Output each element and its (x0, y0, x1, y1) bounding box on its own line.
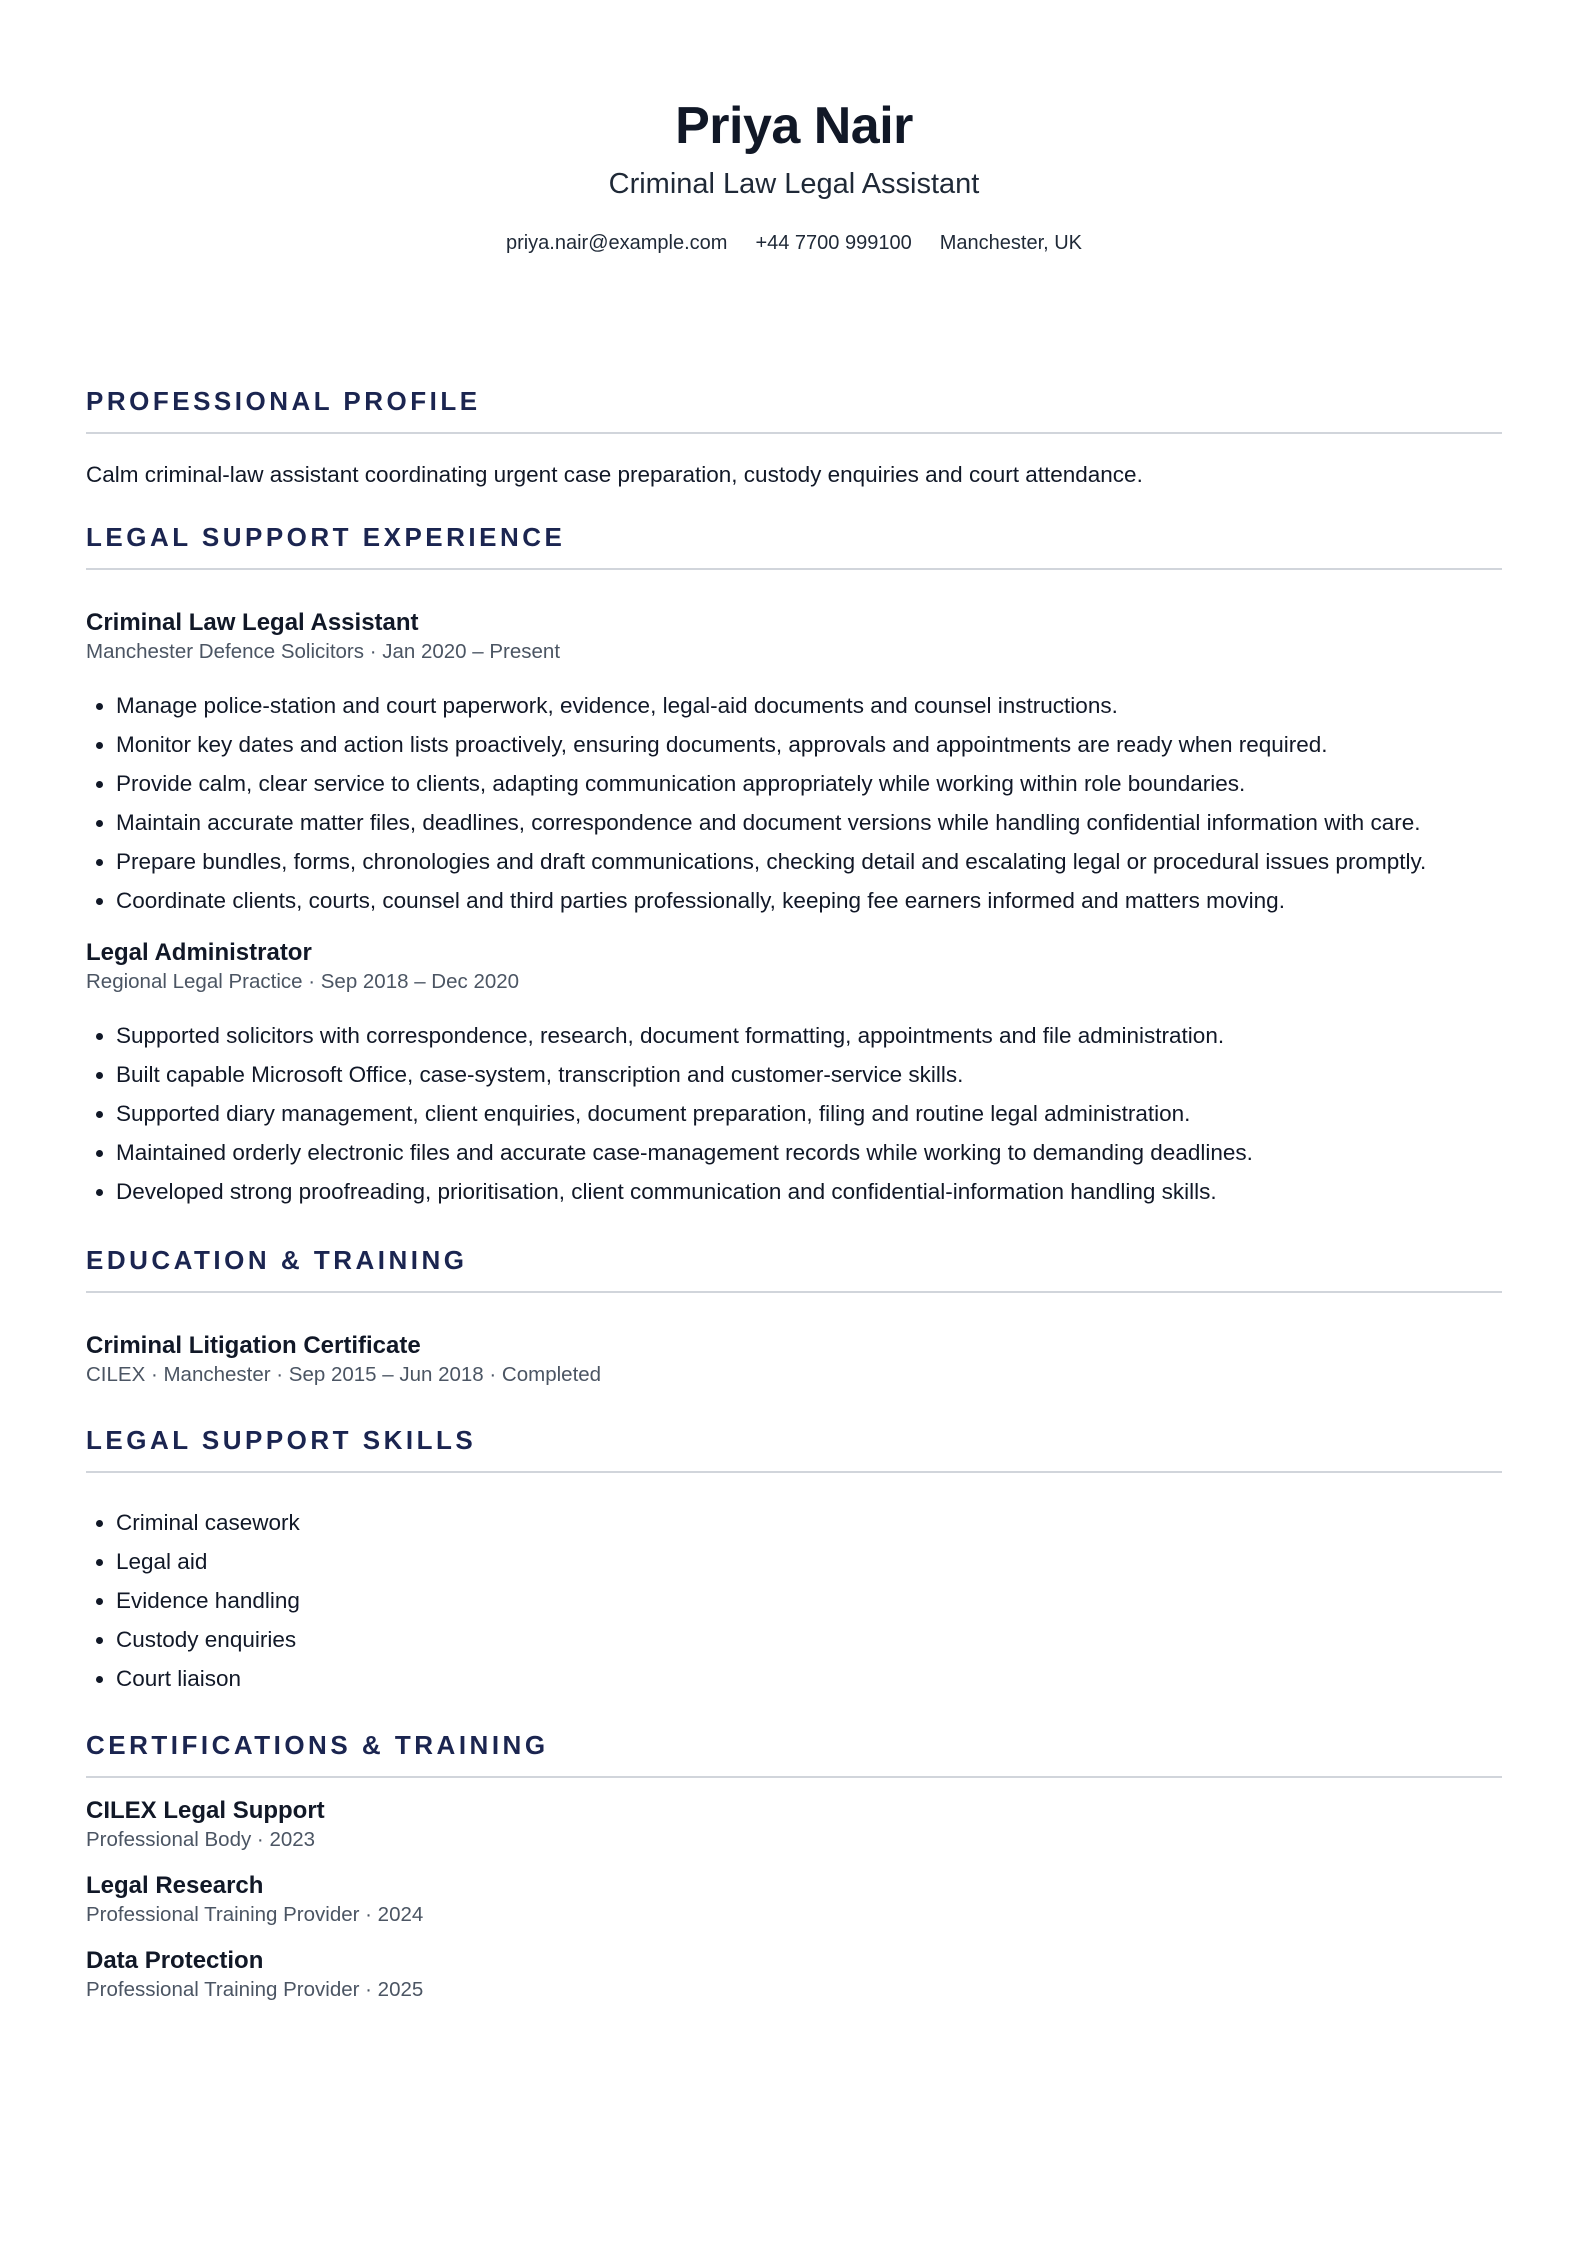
bullet-item: • Manage police-station and court paperwork, evidence, legal-aid documents and counsel instructions. (116, 686, 1502, 725)
contact-phone: +44 7700 999100 (755, 232, 912, 254)
job-title: Legal Administrator (86, 939, 312, 966)
certification-entry (86, 1871, 1502, 1929)
education-meta: CILEX · Manchester · Sep 2015 – Jun 2018 · Completed (86, 1363, 602, 1386)
candidate-role: Criminal Law Legal Assistant (608, 168, 980, 200)
certification-entry (86, 1796, 1502, 1854)
bullet-item: • Supported solicitors with correspondence, research, document formatting, appointments and file administration. (116, 1016, 1502, 1055)
section-title: LEGAL SUPPORT SKILLS (86, 1423, 1502, 1473)
section-title: EDUCATION & TRAINING (86, 1243, 1502, 1293)
experience-section (86, 520, 1502, 1211)
profile-summary: Calm criminal-law assistant coordinating urgent case preparation, custody enquiries and court attendance. (86, 462, 1143, 487)
section-title: PROFESSIONAL PROFILE (86, 384, 1502, 434)
job-title: Criminal Law Legal Assistant (86, 609, 419, 636)
education-entry (86, 1331, 1502, 1389)
certification-title: CILEX Legal Support (86, 1797, 325, 1824)
certification-meta: Professional Body · 2023 (86, 1828, 316, 1851)
job-meta: Manchester Defence Solicitors · Jan 2020 – Present (86, 640, 561, 663)
section-title: LEGAL SUPPORT EXPERIENCE (86, 520, 1502, 570)
contact-location: Manchester, UK (939, 232, 1083, 254)
certification-meta: Professional Training Provider · 2024 (86, 1903, 424, 1926)
education-section (86, 1243, 1502, 1389)
skills-list (86, 1503, 1502, 1698)
candidate-name: Priya Nair (675, 97, 913, 155)
section-title: CERTIFICATIONS & TRAINING (86, 1728, 1502, 1778)
bullet-item: • Maintained orderly electronic files and accurate case-management records while working to demanding deadlines. (116, 1133, 1502, 1172)
skill-item: • Custody enquiries (116, 1620, 1502, 1659)
certification-title: Legal Research (86, 1872, 264, 1899)
certification-entry (86, 1946, 1502, 2004)
contact-email: priya.nair@example.com (505, 232, 728, 254)
bullet-item: • Built capable Microsoft Office, case-system, transcription and customer-service skills. (116, 1055, 1502, 1094)
skills-section (86, 1423, 1502, 1698)
certification-meta: Professional Training Provider · 2025 (86, 1978, 424, 2001)
job-entry (86, 608, 1502, 920)
resume-header (0, 0, 1588, 256)
resume-body (86, 384, 1502, 2004)
contact-line (0, 230, 1588, 256)
job-meta: Regional Legal Practice · Sep 2018 – Dec 2020 (86, 970, 520, 993)
certifications-section (86, 1728, 1502, 2004)
skill-item: • Criminal casework (116, 1503, 1502, 1542)
bullet-item: • Prepare bundles, forms, chronologies and draft communications, checking detail and escalating legal or procedural issues promptly. (116, 842, 1502, 881)
skill-item: • Legal aid (116, 1542, 1502, 1581)
bullet-item: • Monitor key dates and action lists proactively, ensuring documents, approvals and appointments are ready when required. (116, 725, 1502, 764)
job-bullets (86, 686, 1502, 920)
job-entry (86, 938, 1502, 1211)
bullet-item: • Provide calm, clear service to clients, adapting communication appropriately while working within role boundaries. (116, 764, 1502, 803)
certification-title: Data Protection (86, 1947, 264, 1974)
skill-item: • Court liaison (116, 1659, 1502, 1698)
job-bullets (86, 1016, 1502, 1211)
bullet-item: • Maintain accurate matter files, deadlines, correspondence and document versions while handling confidential information with care. (116, 803, 1502, 842)
bullet-item: • Developed strong proofreading, prioritisation, client communication and confidential-information handling skills. (116, 1172, 1502, 1211)
bullet-item: • Coordinate clients, courts, counsel and third parties professionally, keeping fee earners informed and matters moving. (116, 881, 1502, 920)
skill-item: • Evidence handling (116, 1581, 1502, 1620)
education-title: Criminal Litigation Certificate (86, 1332, 421, 1359)
profile-section (86, 384, 1502, 490)
bullet-item: • Supported diary management, client enquiries, document preparation, filing and routine legal administration. (116, 1094, 1502, 1133)
